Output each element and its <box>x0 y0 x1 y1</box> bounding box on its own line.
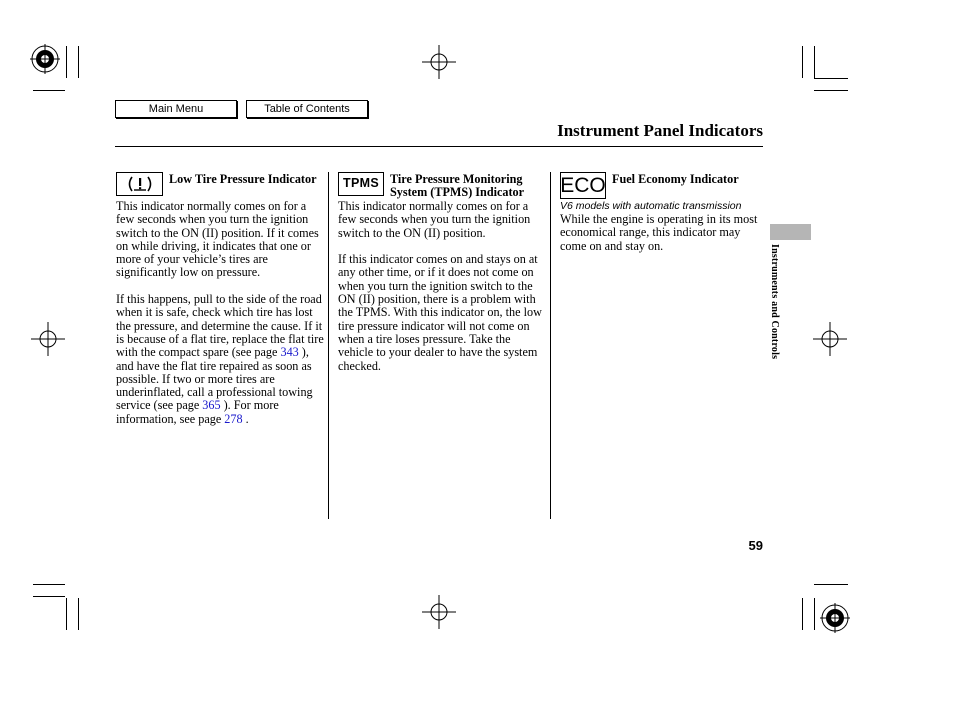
page-title: Instrument Panel Indicators <box>557 121 763 140</box>
column-divider <box>550 172 551 519</box>
model-note: V6 models with automatic transmission <box>560 200 742 212</box>
column-heading: Low Tire Pressure Indicator <box>169 172 317 186</box>
main-menu-button[interactable]: Main Menu <box>115 100 237 118</box>
column-tpms <box>338 172 544 386</box>
crosshair-icon <box>422 595 456 629</box>
eco-icon: ECO <box>560 172 606 199</box>
column-divider <box>328 172 329 519</box>
tire-pressure-warning-icon <box>116 172 163 196</box>
page-link-365[interactable]: 365 <box>202 398 221 413</box>
page-link-278[interactable]: 278 <box>224 411 243 426</box>
column-heading: Fuel Economy Indicator <box>612 172 739 186</box>
paragraph: This indicator normally comes on for a few seconds when you turn the ignition switch to the ON (II) position. <box>338 199 531 240</box>
registration-target-icon <box>820 603 850 633</box>
column-heading: Tire Pressure Monitoring System (TPMS) Indicator <box>390 172 525 200</box>
page-number: 59 <box>748 538 763 553</box>
crosshair-icon <box>813 322 847 356</box>
table-of-contents-button[interactable]: Table of Contents <box>246 100 368 118</box>
paragraph: If this indicator comes on and stays on at any other time, or if it does not come on when you turn the ignition switch to the ON (II) position, there is a problem with the TPMS. With this indicator on, the low tire pressure indicator will not come on when a tire loses pressure. Take the vehicle to your dealer to have the system checked. <box>338 252 542 373</box>
column-header <box>338 172 544 200</box>
title-divider <box>115 146 763 147</box>
crosshair-icon <box>422 45 456 79</box>
column-header <box>560 172 764 200</box>
paragraph: While the engine is operating in its most economical range, this indicator may come on and stay on. <box>560 212 758 253</box>
column-header <box>116 172 324 200</box>
column-low-tire-pressure <box>116 172 324 439</box>
registration-target-icon <box>30 44 60 74</box>
crosshair-icon <box>31 322 65 356</box>
tpms-icon: TPMS <box>338 172 384 196</box>
column-fuel-economy <box>560 172 764 266</box>
paragraph: This indicator normally comes on for a few seconds when you turn the ignition switch to the ON (II) position. If it comes on while driving, it indicates that one or more of your vehicle’s tires are significantly low on pressure. <box>116 199 319 280</box>
paragraph: If this happens, pull to the side of the road when it is safe, check which tire has lost the pressure, and determine the cause. If it is because of a flat tire, replace the flat tire with the compact spare (see page 343 ), and have the flat tire repaired as soon as possible. If two or more tires are underinflated, call a professional towing service (see page 365 ). For more information, see page 278 . <box>116 292 324 426</box>
page-link-343[interactable]: 343 <box>280 345 299 360</box>
section-tab-marker <box>770 224 811 240</box>
